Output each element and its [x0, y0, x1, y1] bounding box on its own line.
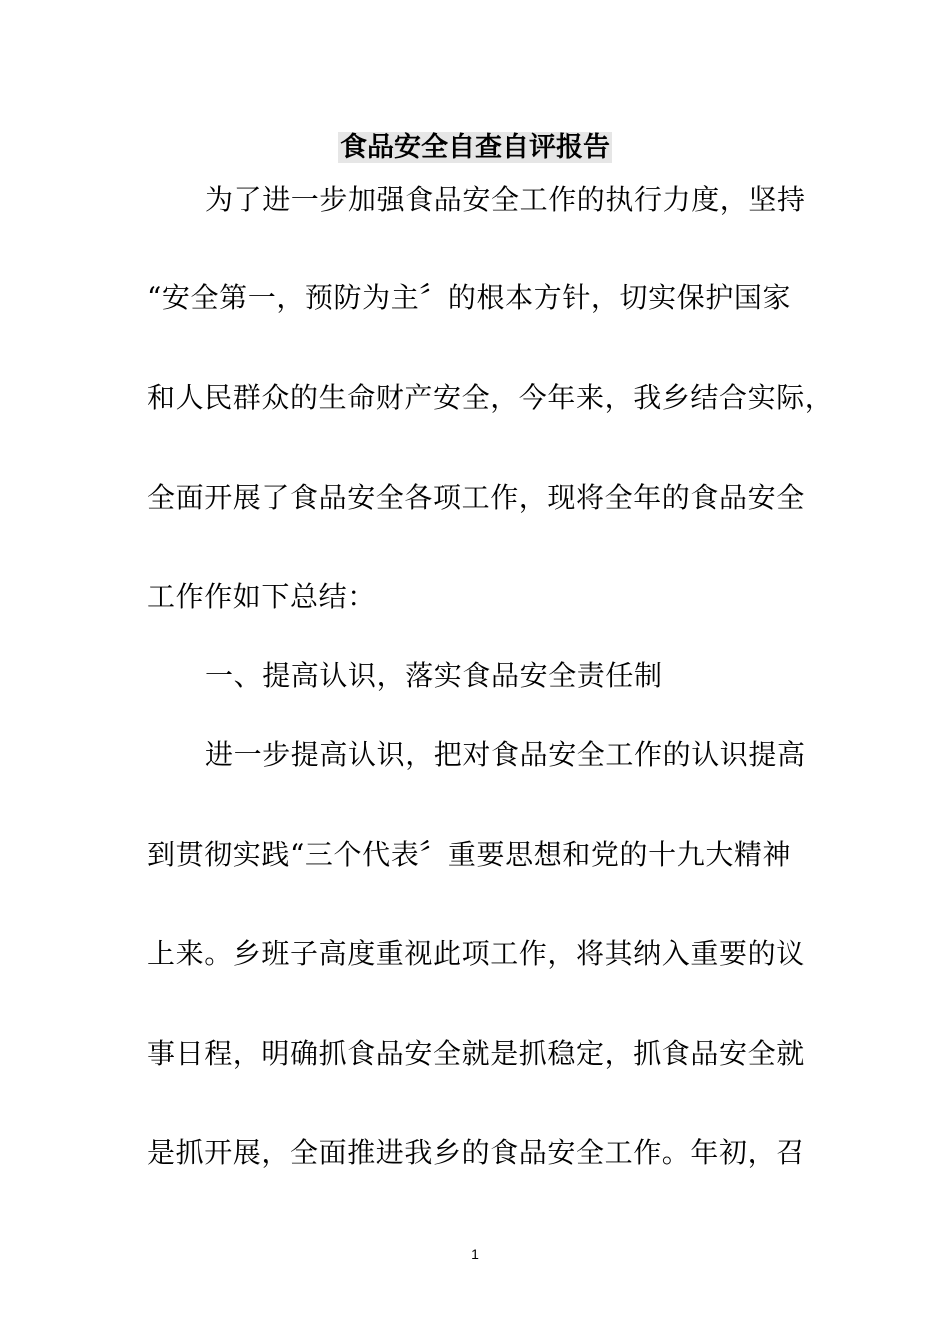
- section-heading: 一、提高认识，落实食品安全责任制: [205, 659, 663, 692]
- body-line-7: 进一步提高认识，把对食品安全工作的认识提高: [205, 738, 806, 771]
- body-line-1: 为了进一步加强食品安全工作的执行力度，坚持: [205, 183, 806, 216]
- body-line-2: “安全第一，预防为主〞的根本方针，切实保护国家: [147, 281, 792, 314]
- body-line-8: 到贯彻实践“三个代表〞重要思想和党的十九大精神: [147, 838, 792, 871]
- document-title: [0, 128, 950, 168]
- page-number: 1: [471, 1246, 479, 1262]
- body-line-9: 上来。乡班子高度重视此项工作，将其纳入重要的议: [147, 937, 805, 970]
- body-line-4: 全面开展了食品安全各项工作，现将全年的食品安全: [147, 481, 805, 514]
- document-title-text: 食品安全自查自评报告: [340, 132, 610, 163]
- body-line-5: 工作作如下总结：: [147, 580, 376, 613]
- body-line-3: 和人民群众的生命财产安全，今年来，我乡结合实际，: [147, 381, 834, 414]
- body-line-11: 是抓开展，全面推进我乡的食品安全工作。年初，召: [147, 1136, 805, 1169]
- body-line-10: 事日程，明确抓食品安全就是抓稳定，抓食品安全就: [147, 1037, 805, 1070]
